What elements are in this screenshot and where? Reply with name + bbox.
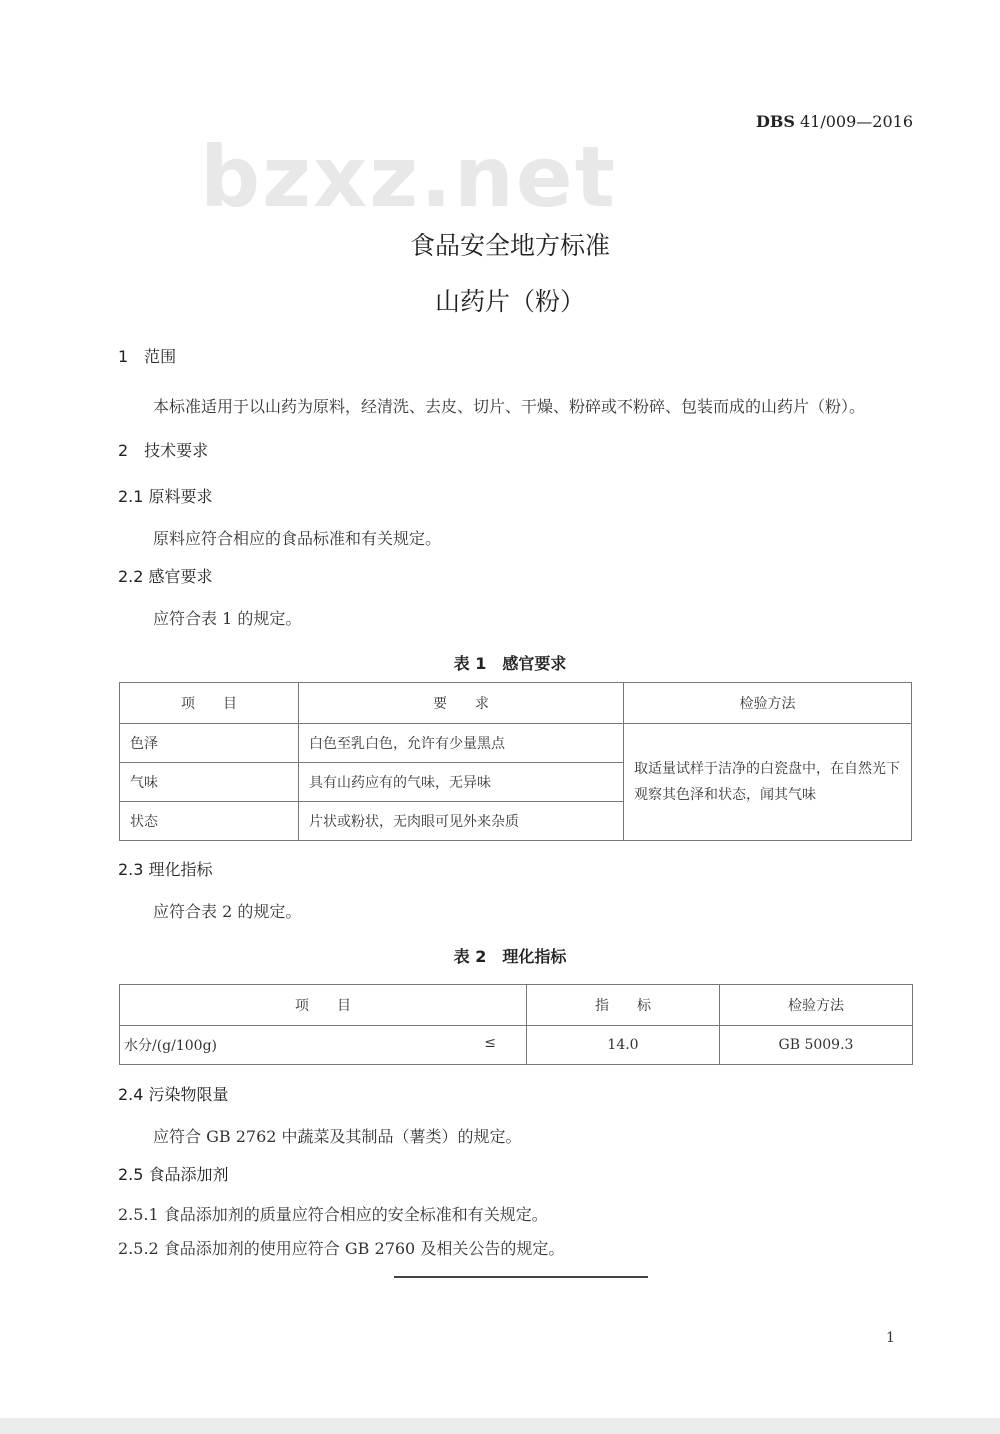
cell-requirement: 具有山药应有的气味，无异味 bbox=[299, 763, 624, 802]
cell-item: 状态 bbox=[120, 802, 299, 841]
section-1-heading: 1 范围 bbox=[118, 347, 177, 366]
section-2-1-heading: 2.1 原料要求 bbox=[118, 487, 213, 506]
table-1-caption: 表 1 感官要求 bbox=[453, 654, 567, 673]
section-1-text: 本标准适用于以山药为原料，经清洗、去皮、切片、干燥、粉碎或不粉碎、包装而成的山药片（粉）。 bbox=[153, 397, 866, 416]
section-2-2-heading: 2.2 感官要求 bbox=[118, 567, 213, 586]
physicochemical-table bbox=[119, 984, 913, 1065]
cell-item: 色泽 bbox=[120, 724, 299, 763]
section-2-3-heading: 2.3 理化指标 bbox=[118, 860, 213, 879]
less-equal-sign: ≤ bbox=[484, 1035, 496, 1051]
section-2-1-text: 原料应符合相应的食品标准和有关规定。 bbox=[153, 529, 442, 548]
table-header-row bbox=[120, 683, 912, 724]
col-header-method: 检验方法 bbox=[720, 985, 913, 1026]
table-row bbox=[120, 724, 912, 763]
col-header-index: 指 标 bbox=[527, 985, 720, 1026]
cell-requirement: 白色至乳白色，允许有少量黑点 bbox=[299, 724, 624, 763]
section-2-5-heading: 2.5 食品添加剂 bbox=[118, 1165, 229, 1184]
col-header-item: 项 目 bbox=[120, 985, 527, 1026]
col-header-requirement: 要 求 bbox=[299, 683, 624, 724]
cell-requirement: 片状或粉状，无肉眼可见外来杂质 bbox=[299, 802, 624, 841]
cell-method: 取适量试样于洁净的白瓷盘中，在自然光下观察其色泽和状态，闻其气味 bbox=[624, 724, 912, 841]
end-rule bbox=[394, 1276, 648, 1278]
section-2-5-1-text: 2.5.1 食品添加剂的质量应符合相应的安全标准和有关规定。 bbox=[118, 1205, 548, 1224]
bottom-bar bbox=[0, 1418, 1000, 1434]
watermark: bzxz.net bbox=[200, 128, 617, 226]
section-2-4-text: 应符合 GB 2762 中蔬菜及其制品（薯类）的规定。 bbox=[153, 1127, 522, 1146]
cell-item: 气味 bbox=[120, 763, 299, 802]
cell-item: 水分/(g/100g) ≤ bbox=[120, 1026, 527, 1065]
table-header-row bbox=[120, 985, 913, 1026]
table-row bbox=[120, 1026, 913, 1065]
page-number: 1 bbox=[886, 1330, 895, 1346]
section-2-4-heading: 2.4 污染物限量 bbox=[118, 1085, 229, 1104]
table-2-caption: 表 2 理化指标 bbox=[453, 947, 567, 966]
document-subtitle: 山药片（粉） bbox=[434, 287, 585, 316]
section-2-3-text: 应符合表 2 的规定。 bbox=[153, 902, 302, 921]
cell-method: GB 5009.3 bbox=[720, 1026, 913, 1065]
document-title: 食品安全地方标准 bbox=[409, 231, 610, 260]
section-2-heading: 2 技术要求 bbox=[118, 441, 209, 460]
cell-value: 14.0 bbox=[527, 1026, 720, 1065]
section-2-2-text: 应符合表 1 的规定。 bbox=[153, 609, 302, 628]
col-header-item: 项 目 bbox=[120, 683, 299, 724]
section-2-5-2-text: 2.5.2 食品添加剂的使用应符合 GB 2760 及相关公告的规定。 bbox=[118, 1239, 565, 1258]
col-header-method: 检验方法 bbox=[624, 683, 912, 724]
standard-code: DBS 41/009—2016 bbox=[755, 112, 913, 131]
sensory-table bbox=[119, 682, 912, 841]
